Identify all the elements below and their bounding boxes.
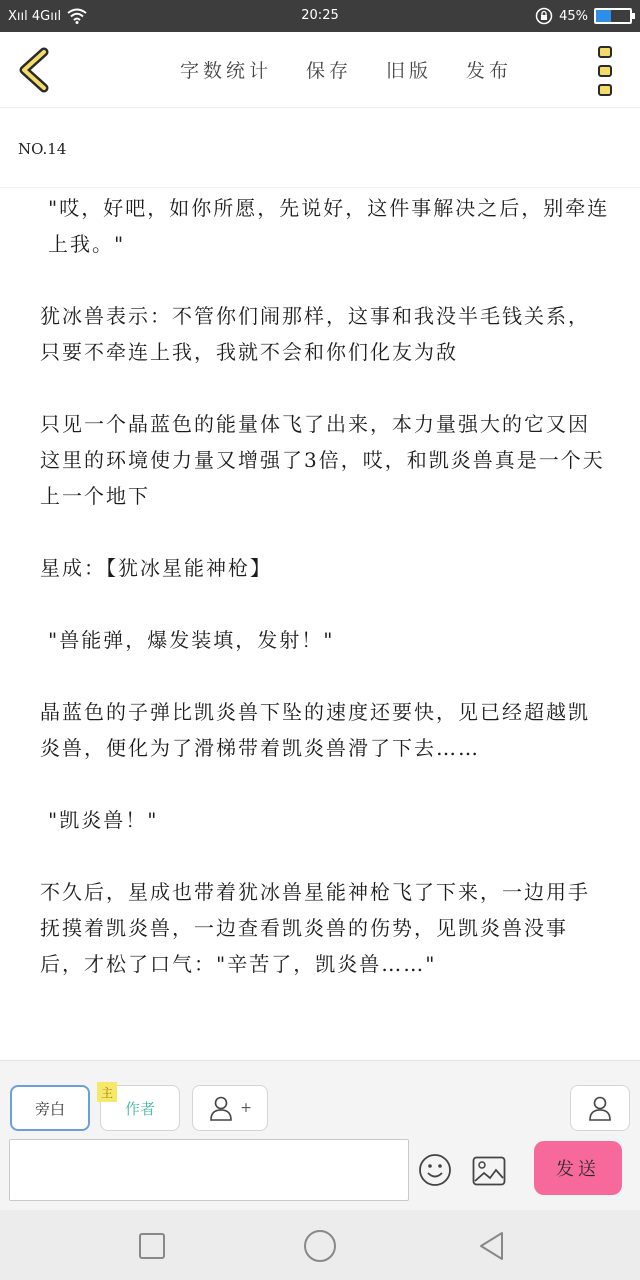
old-version-button[interactable]: 旧版 bbox=[386, 60, 433, 82]
more-dot bbox=[598, 46, 612, 58]
person-icon bbox=[208, 1095, 234, 1121]
input-panel bbox=[0, 1060, 640, 1210]
send-button[interactable]: 发送 bbox=[534, 1141, 622, 1195]
signal-icon: Xııl 4Gııl bbox=[8, 8, 62, 24]
editor-toolbar bbox=[0, 32, 640, 108]
battery-level bbox=[596, 10, 611, 22]
paragraph: 犹冰兽表示：不管你们闹那样，这事和我没半毛钱关系，只要不牵连上我，我就不会和你们化友为敌 bbox=[40, 304, 590, 364]
status-bar bbox=[0, 0, 640, 32]
add-character-button[interactable] bbox=[192, 1085, 268, 1131]
toolbar-actions bbox=[180, 56, 546, 83]
main-role-badge: 主 bbox=[97, 1082, 117, 1102]
publish-button[interactable]: 发布 bbox=[466, 60, 513, 82]
paragraph: "哎，好吧，如你所愿，先说好，这件事解决之后，别牵连上我。" bbox=[48, 196, 610, 256]
more-menu-icon[interactable] bbox=[598, 46, 614, 96]
emoji-icon[interactable] bbox=[418, 1153, 452, 1187]
paragraph: 只见一个晶蓝色的能量体飞了出来，本力量强大的它又因这里的环境使力量又增强了3倍，哎，和凯炎兽真是一个天上一个地下 bbox=[40, 412, 605, 508]
add-plus-label: + bbox=[240, 1100, 252, 1116]
triangle-back-icon[interactable] bbox=[476, 1230, 508, 1262]
paragraph: 不久后，星成也带着犹冰兽星能神枪飞了下来，一边用手抚摸着凯炎兽，一边查看凯炎兽的伤势，见凯炎兽没事后，才松了口气："辛苦了，凯炎兽……" bbox=[40, 880, 590, 976]
role-author-button[interactable] bbox=[100, 1085, 180, 1131]
battery-percent: 45% bbox=[559, 8, 588, 24]
more-dot bbox=[598, 84, 612, 96]
person-icon bbox=[587, 1095, 613, 1121]
more-dot bbox=[598, 65, 612, 77]
role-narrator-button[interactable] bbox=[10, 1085, 90, 1131]
story-content[interactable] bbox=[40, 190, 610, 1060]
paragraph: 星成：【犹冰星能神枪】 bbox=[40, 556, 272, 580]
chapter-number: NO.14 bbox=[18, 140, 67, 158]
lock-rotation-icon bbox=[535, 7, 553, 25]
image-icon[interactable] bbox=[472, 1156, 506, 1186]
circle-icon[interactable] bbox=[302, 1228, 338, 1264]
square-icon[interactable] bbox=[136, 1230, 168, 1262]
system-nav-bar bbox=[0, 1210, 640, 1280]
paragraph: "兽能弹，爆发装填，发射！" bbox=[48, 628, 335, 652]
status-right bbox=[535, 6, 632, 26]
battery-icon bbox=[594, 8, 632, 24]
word-count-button[interactable]: 字数统计 bbox=[180, 60, 273, 82]
paragraph: "凯炎兽！" bbox=[48, 808, 159, 832]
character-list-button[interactable] bbox=[570, 1085, 630, 1131]
role-author-label: 作者 bbox=[124, 1099, 155, 1118]
chapter-header bbox=[0, 108, 640, 188]
back-chevron-icon[interactable] bbox=[14, 46, 58, 94]
save-button[interactable]: 保存 bbox=[306, 60, 353, 82]
message-input[interactable] bbox=[9, 1139, 409, 1201]
role-narrator-label: 旁白 bbox=[34, 1099, 65, 1118]
status-time: 20:25 bbox=[301, 8, 339, 23]
paragraph: 晶蓝色的子弹比凯炎兽下坠的速度还要快，见已经超越凯炎兽，便化为了滑梯带着凯炎兽滑了下去…… bbox=[40, 700, 590, 760]
